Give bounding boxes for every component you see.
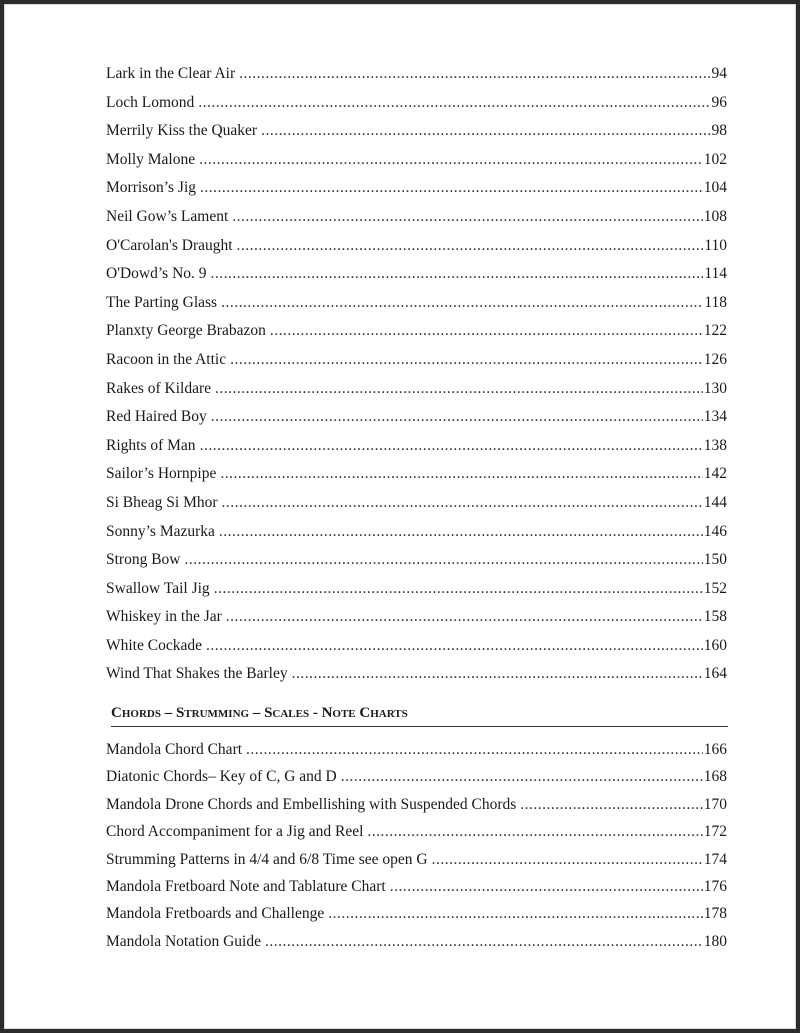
toc-entry <box>106 900 727 927</box>
toc-entry-title: O'Dowd’s No. 9 <box>106 265 207 283</box>
toc-entry <box>106 575 727 604</box>
toc-entry <box>106 603 727 632</box>
dot-leader <box>219 518 703 547</box>
toc-entry-page: 98 <box>711 122 727 140</box>
dot-leader <box>270 317 703 346</box>
toc-entry-title: Mandola Drone Chords and Embellishing with Suspended Chords <box>106 795 517 813</box>
dot-leader <box>239 60 710 89</box>
toc-entry <box>106 518 727 547</box>
dot-leader <box>432 846 703 873</box>
toc-entry-page: 152 <box>703 579 727 597</box>
toc-entry-title: Molly Malone <box>106 150 196 168</box>
toc-entry-page: 108 <box>703 207 727 225</box>
toc-entry-title: O'Carolan's Draught <box>106 236 233 254</box>
toc-entry-page: 138 <box>703 436 727 454</box>
toc-entry <box>106 317 727 346</box>
toc-entry <box>106 660 727 689</box>
toc-entry-page: 178 <box>703 905 727 923</box>
toc-entry-title: Red Haired Boy <box>106 408 207 426</box>
dot-leader <box>328 900 703 927</box>
toc-entry-page: 134 <box>703 408 727 426</box>
toc-entry <box>106 89 727 118</box>
document-page <box>4 4 796 1029</box>
dot-leader <box>220 460 702 489</box>
toc-entry <box>106 763 727 790</box>
dot-leader <box>367 818 702 845</box>
toc-entry <box>106 260 727 289</box>
toc-entry <box>106 736 727 763</box>
dot-leader <box>390 873 703 900</box>
toc-entry-page: 144 <box>703 493 727 511</box>
toc-entry-page: 110 <box>704 236 727 254</box>
dot-leader <box>230 346 703 375</box>
toc-entry-page: 170 <box>703 795 727 813</box>
toc-entry <box>106 174 727 203</box>
toc-entry-title: Mandola Notation Guide <box>106 932 261 950</box>
toc-entry <box>106 791 727 818</box>
toc-entry-page: 166 <box>703 741 727 758</box>
toc-list-tunes <box>106 60 727 689</box>
toc-entry-page: 104 <box>703 179 727 197</box>
toc-entry-title: Strong Bow <box>106 551 181 569</box>
toc-entry-page: 158 <box>703 608 727 626</box>
dot-leader <box>215 375 703 404</box>
toc-entry-page: 126 <box>703 350 727 368</box>
toc-entry-title: Mandola Chord Chart <box>106 741 243 758</box>
toc-entry-title: Morrison’s Jig <box>106 179 196 197</box>
dot-leader <box>200 174 703 203</box>
toc-entry-title: Loch Lomond <box>106 93 195 111</box>
toc-entry-page: 118 <box>704 293 727 311</box>
toc-entry-page: 174 <box>703 850 727 868</box>
toc-entry <box>106 632 727 661</box>
dot-leader <box>261 117 710 146</box>
dot-leader <box>199 146 703 175</box>
toc-entry <box>106 375 727 404</box>
dot-leader <box>214 575 703 604</box>
toc-entry-page: 122 <box>703 322 727 340</box>
dot-leader <box>341 763 703 790</box>
toc-entry-page: 150 <box>703 551 727 569</box>
toc-entry <box>106 432 727 461</box>
toc-entry-title: The Parting Glass <box>106 293 218 311</box>
toc-entry-title: White Cockade <box>106 636 202 654</box>
toc-entry <box>106 346 727 375</box>
toc-entry-title: Racoon in the Attic <box>106 350 227 368</box>
dot-leader <box>185 546 703 575</box>
dot-leader <box>226 603 703 632</box>
toc-entry-page: 168 <box>703 768 727 786</box>
toc-entry <box>106 460 727 489</box>
toc-entry <box>106 546 727 575</box>
toc-entry-title: Merrily Kiss the Quaker <box>106 122 258 140</box>
dot-leader <box>200 432 703 461</box>
toc-entry-title: Whiskey in the Jar <box>106 608 222 626</box>
dot-leader <box>211 403 703 432</box>
toc-entry-title: Planxty George Brabazon <box>106 322 266 340</box>
section-heading: Chords – Strumming – Scales - Note Charts <box>111 705 728 727</box>
toc-entry <box>106 146 727 175</box>
dot-leader <box>265 928 703 955</box>
toc-entry-title: Sonny’s Mazurka <box>106 522 215 540</box>
toc-entry-title: Mandola Fretboard Note and Tablature Chart <box>106 877 386 895</box>
toc-entry <box>106 489 727 518</box>
toc-entry <box>106 818 727 845</box>
toc-entry <box>106 403 727 432</box>
toc-entry <box>106 873 727 900</box>
toc-entry-page: 114 <box>704 265 727 283</box>
toc-entry-title: Wind That Shakes the Barley <box>106 665 288 683</box>
toc-entry <box>106 289 727 318</box>
dot-leader <box>237 232 704 261</box>
dot-leader <box>246 736 703 763</box>
toc-entry-title: Rights of Man <box>106 436 196 454</box>
toc-entry-title: Chord Accompaniment for a Jig and Reel <box>106 823 364 841</box>
toc-entry <box>106 846 727 873</box>
toc-entry-page: 102 <box>703 150 727 168</box>
toc-list-charts <box>106 736 727 955</box>
toc-entry-page: 172 <box>703 823 727 841</box>
toc-entry-page: 142 <box>703 465 727 483</box>
dot-leader <box>198 89 710 118</box>
toc-entry-title: Diatonic Chords– Key of C, G and D <box>106 768 337 786</box>
dot-leader <box>232 203 702 232</box>
toc-entry-page: 180 <box>703 932 727 950</box>
toc-entry <box>106 60 727 89</box>
toc-entry-page: 94 <box>711 65 727 82</box>
toc-entry-page: 96 <box>711 93 727 111</box>
toc-entry-title: Swallow Tail Jig <box>106 579 210 597</box>
toc-entry-page: 130 <box>703 379 727 397</box>
toc-entry-title: Sailor’s Hornpipe <box>106 465 217 483</box>
toc-entry-title: Lark in the Clear Air <box>106 65 236 82</box>
toc-entry-page: 176 <box>703 877 727 895</box>
toc-entry-title: Mandola Fretboards and Challenge <box>106 905 325 923</box>
toc-entry-page: 164 <box>703 665 727 683</box>
toc-entry-title: Strumming Patterns in 4/4 and 6/8 Time see open G <box>106 850 428 868</box>
toc-entry-page: 160 <box>703 636 727 654</box>
toc-entry-title: Si Bheag Si Mhor <box>106 493 218 511</box>
toc-entry-title: Rakes of Kildare <box>106 379 212 397</box>
toc-entry-page: 146 <box>703 522 727 540</box>
dot-leader <box>211 260 704 289</box>
toc-entry <box>106 117 727 146</box>
dot-leader <box>221 289 703 318</box>
dot-leader <box>292 660 703 689</box>
dot-leader <box>520 791 702 818</box>
toc-entry <box>106 232 727 261</box>
toc-entry <box>106 928 727 955</box>
toc-entry <box>106 203 727 232</box>
dot-leader <box>206 632 703 661</box>
dot-leader <box>222 489 703 518</box>
toc-entry-title: Neil Gow’s Lament <box>106 207 229 225</box>
